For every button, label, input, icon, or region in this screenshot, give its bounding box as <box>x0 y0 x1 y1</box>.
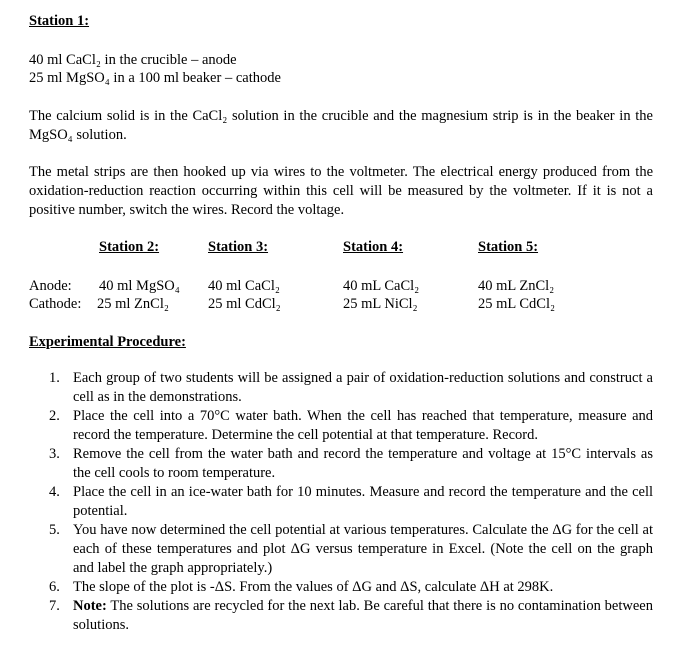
procedure-heading: Experimental Procedure: <box>29 334 186 350</box>
station-2-cathode: 25 ml ZnCl₂ <box>97 296 169 312</box>
station-1-setup-paragraph: The calcium solid is in the CaCl₂ solution in the crucible and the magnesium strip is in the beaker in the MgSO₄ solution. <box>29 108 653 143</box>
station-3-header: Station 3: <box>208 239 269 255</box>
list-item: 3. Remove the cell from the water bath and record the temperature and voltage at 15°C intervals as the cell cools to room temperature. <box>49 446 653 481</box>
list-item: 6. The slope of the plot is -ΔS. From the values of ΔG and ΔS, calculate ΔH at 298K. <box>49 579 554 595</box>
station-4-cathode: 25 mL NiCl₂ <box>343 296 418 312</box>
station-1-heading: Station 1: <box>29 13 90 29</box>
station-2-header: Station 2: <box>99 239 160 255</box>
anode-row-label: Anode: <box>29 278 72 294</box>
station-1-voltmeter-paragraph: The metal strips are then hooked up via wires to the voltmeter. The electrical energy produced from the oxidation-reduction reaction occurring within this cell will be measured by the voltmeter. If it is not a positive number, switch the wires. Record the voltage. <box>29 164 653 218</box>
station-4-header: Station 4: <box>343 239 404 255</box>
station-5-header: Station 5: <box>478 239 539 255</box>
list-item: 7. Note: The solutions are recycled for the next lab. Be careful that there is no contamination between solutions. <box>49 598 653 633</box>
list-item: 5. You have now determined the cell potential at various temperatures. Calculate the ΔG for the cell at each of these temperatures and plot ΔG versus temperature in Excel. (Note the cell on the graph and label the graph appropriately.) <box>49 522 653 576</box>
station-5-anode: 40 mL ZnCl₂ <box>478 278 555 294</box>
station-1-cathode-line: 25 ml MgSO₄ in a 100 ml beaker – cathode <box>29 70 281 86</box>
station-3-cathode: 25 ml CdCl₂ <box>208 296 281 312</box>
procedure-steps-list <box>49 369 653 635</box>
station-2-anode: 40 ml MgSO₄ <box>99 278 180 294</box>
cathode-row-label: Cathode: <box>29 296 82 312</box>
list-item: 1. Each group of two students will be assigned a pair of oxidation-reduction solutions and construct a cell as in the demonstrations. <box>49 370 653 405</box>
station-3-anode: 40 ml CaCl₂ <box>208 278 280 294</box>
station-4-anode: 40 mL CaCl₂ <box>343 278 420 294</box>
station-5-cathode: 25 mL CdCl₂ <box>478 296 556 312</box>
list-item: 2. Place the cell into a 70°C water bath. When the cell has reached that temperature, measure and record the temperature. Determine the cell potential at that temperature. Record. <box>49 408 653 443</box>
list-item: 4. Place the cell in an ice-water bath for 10 minutes. Measure and record the temperature and the cell potential. <box>49 484 653 519</box>
note-label: Note: <box>73 598 107 614</box>
station-1-anode-line: 40 ml CaCl₂ in the crucible – anode <box>29 52 237 68</box>
